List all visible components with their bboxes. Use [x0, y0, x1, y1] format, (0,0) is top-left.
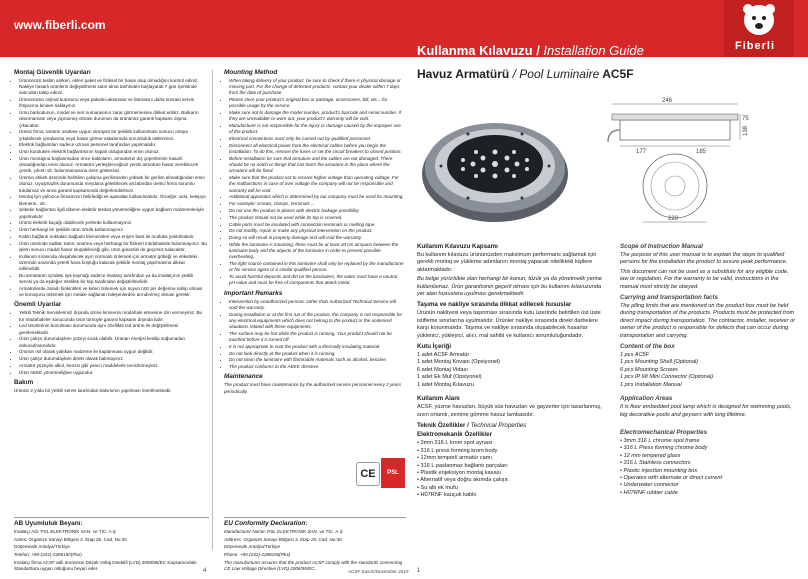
drawing-top-inner	[651, 162, 699, 210]
elec-item-tr: • H07RNF kauçuk kablo	[417, 492, 477, 499]
conformity-line: İmalatçı Adı: PSL ELEKTRONİK SAN. ve TİC. A.Ş	[14, 529, 116, 534]
list-item: • Intervention by unauthorized persons rather than Authorized Technical Service will void the warranty.	[229, 299, 404, 311]
psl-mark-label: PSL	[387, 470, 399, 476]
remarks-list	[224, 299, 404, 371]
technical-heading: Teknik Özellikler / Technical Properties	[417, 421, 527, 429]
list-item: • When taking delivery of your product, be sure to check if there is physical damage or missing part. For the change of defected products, contact your dealer within 7 days from the date of purchase.	[229, 78, 404, 97]
list-item: • To avoid harmful deposits and dirt on the luminaires, the water must have a neutral pH value and must be free of components that attack metal.	[229, 274, 404, 286]
elec-item-tr: • Plastik enjeksiyon montaj kasası	[417, 469, 502, 476]
dim-label: 177	[636, 149, 647, 155]
elec-item-text: 316 L Stainless connectors	[623, 460, 691, 467]
list-item: • Bu armatürün içindeki ışık kaynağı sadece imalatçı tarafından ya da imalatçının yetkili servisi ya da eşdeğer nitelikte bir kişi tarafından değiştirilmelidir.	[19, 273, 207, 285]
elec-item-en: • H07RNF rubber cable	[620, 489, 678, 496]
list-item: • Additional apparatus which is determined by our company must be used for mounting.	[229, 194, 404, 200]
purpose-heading-tr: Kullanım Kılavuzu Kapsamı	[417, 243, 498, 250]
product-code: AC5F	[599, 67, 634, 81]
ce-mark-label: CE	[360, 468, 376, 480]
transport-heading-tr: Taşıma ve nakliye sırasında dikkat edilecek hususlar	[417, 301, 572, 309]
product-title-tr: Havuz Armatürü	[417, 67, 510, 81]
list-item: • Ürün çalışır durumdayken direkt olarak bakmayınız.	[19, 356, 207, 362]
list-item: • The surface may be hot while the product is running. Your product should not be touched before it is turned off.	[229, 331, 404, 343]
method-list	[224, 78, 404, 287]
list-item: • Ürününüzü teslim alırken, ekleri paket ve fiziksel bir hasar olup olmadığını kontrol ediniz. Nakliye hasarlı ürünlerin değiştirilmesi satın alma tarihinden başlayarak 7 gün içerisinde satıcıdan talep ediniz.	[19, 78, 207, 97]
area-text-tr: ACSF, yüzme havuzları, büyük süs havuzları ve gayzerler için tasarlanmış, sıvın ortamlı, zemine gömme havuz lambasıdır.	[417, 404, 602, 418]
conformity-heading-tr: AB Uyumluluk Beyanı:	[14, 520, 83, 527]
list-item: • It is not appropriate to coat the product with a thermally insulating material.	[229, 344, 404, 350]
list-item: • Make sure not to damage the model number, product's barcode and serial number. If they are unreadable or worn out, your product's warranty will be void.	[229, 110, 404, 122]
list-item: • Şebeke bağlantısı ilgili ülkenin elektrik tesisat yönetmeliğine uygun bağlantı malzemeleriyle yapılmalıdır.	[19, 207, 207, 219]
elec-item-en: • 316 L Stainless connectors	[620, 460, 691, 467]
list-item: • During installation or at the first run of the product, the company is not responsible for any electrical equipments which does not belong to the product or the undesired situations related with these equipments.	[229, 312, 404, 331]
list-item: • The product should not be used while its top is covered.	[229, 215, 404, 221]
elec-heading-tr: Elektromekanik Özellikler	[417, 431, 492, 439]
elec-item-text: 316 L press forming krom body	[420, 447, 498, 454]
box-item-en: 1 pcs AC5F	[620, 352, 650, 359]
conformity-line: Adres: Organize Sanayi Bölgesi 3. Etap 25. Cad. No:30	[14, 536, 127, 542]
elec-item-text: Plastic injection mounting box	[623, 467, 698, 474]
elec-item-en: • 316 L Press forming chrome body	[620, 445, 708, 452]
list-item: • Kullanım sırasında oluşabilecek ayın normalin önlemek için armatür göbeği ve etiketteki üzerinde arasında yeterli hava boşluğu kalacak şekilde montaj yapılmasına dikkat edilmelidir.	[19, 254, 207, 273]
technical-heading-en: Technical Properties	[470, 421, 527, 429]
elec-item-en: • Plastic injection mounting box	[620, 467, 698, 474]
list-item: • Kablo bağlantı noktaları bağlantı klemensleri veya erişen bant ile mutlaka yalıtılmalıdır.	[19, 234, 207, 240]
list-item: • Before installation be sure that armature and the cables are not damaged. There should be no notch or things that can harm the armature in the place where the armature will be fixed.	[229, 156, 404, 175]
conformity-block-en	[224, 520, 409, 574]
ce-mark-icon	[356, 462, 380, 486]
safety-list	[14, 78, 207, 298]
elec-item-en: • 3mm 316 L chrome spot frame	[620, 437, 700, 444]
purpose-text-en: The purpose of this user manual is to explain the steps to qualified persons for the installation the product to assure peak performance.	[620, 252, 788, 266]
elec-item-text: Su altı ek mufu	[420, 484, 458, 491]
list-item: • Armatürlerde zararlı birikintileri ve kirleri önlemek için suyun nötr pH değerine sahip olması ve konuşunu önlemek için metale sağlanan bileşenlerden arındırılmış olması gerekir.	[19, 286, 207, 298]
product-title	[417, 67, 634, 81]
elec-item-text: Underwater connector	[623, 482, 679, 489]
page-number-left: 4	[203, 568, 207, 574]
list-item: • Yetkili Teknik Servislerimiz dışında ürüne kimsenin müdahale etmesine izin vermeyiniz. Bu tür müdahaleler sonucunda ürün tümüyle garanti kapsamı dışında kalır.	[19, 310, 207, 322]
box-item-tr: 1 adet AC5F Armatür	[417, 352, 470, 359]
purpose-note-en: This document can not be used as a substitute for any eligible code, law or regulation. For the warranty to be valid, instructions in the manual must strictly be obeyed.	[620, 268, 789, 290]
drawing-side-flange	[612, 114, 738, 120]
elec-item-tr: • 3mm 316 L krom spot aynası	[417, 440, 493, 447]
technical-heading-tr: Teknik Özellikler	[417, 421, 466, 429]
purpose-text-tr: Bu kullanım kılavuzu ürününüzden maksimum performans sağlamak için gerekli montaj ve yükleme adımlarını montaj yapacak nitelikteki kişilere aktarmaktadır.	[417, 252, 597, 273]
title-separator: /	[532, 43, 544, 58]
list-item: • Do not modify, repair or make any physical intervention on the product.	[229, 228, 404, 234]
list-item: • For example: screws, clamps, terminals ...	[229, 201, 404, 207]
list-item: • Ürünün ısıl olarak yalıtkan malzeme ile kaplanması uygun değildir.	[19, 349, 207, 355]
method-heading: Mounting Method	[224, 69, 278, 76]
elec-item-tr: • 316 L paslanmaz bağlantı parçaları	[417, 462, 508, 469]
remarks-heading: Important Remarks	[224, 289, 283, 297]
box-item-en: 1 pcs Installation Manual	[620, 381, 682, 388]
elec-item-tr: • Su altı ek mufu	[417, 484, 458, 491]
right-column-en	[620, 240, 796, 497]
page-number-right: 1	[417, 568, 421, 574]
dim-label: 246	[662, 98, 673, 104]
elec-item-text: H07RNF kauçuk kablo	[420, 492, 477, 499]
list-item: • Ürün çalışır durumdayken yüzeyi sıcak olabilir. Ürünün enerjisi kesilip soğumadan dokunulmamalıdır.	[19, 336, 207, 348]
area-heading-en: Application Areas	[620, 395, 673, 403]
footer-reference: ACSF Kasım/November 2019	[348, 569, 409, 574]
list-item: • Do not clean the luminaire with flammable materials such as alcohol, benzine.	[229, 357, 404, 363]
list-item: • The light source contained in this luminaire shall only be replaced by the manufacturer or his service agent or a similar qualified person.	[229, 261, 404, 273]
list-item: • Ürün barkodunun, model ve seri numarasının zarar görmemesine dikkat ediniz. Barkarın okunmaması veya yıpranmış olması durumun da ürününüz garanti kapsamı dışına çıkacaktır.	[19, 110, 207, 129]
list-item: • Make sure that the product not to receive higher voltage than operating voltage. For the malfunctions in case of over voltage the company will not be responsible and warranty will be void.	[229, 175, 404, 194]
document-title	[417, 43, 644, 58]
area-heading-tr: Kullanım Alanı	[417, 395, 460, 403]
column-divider	[212, 70, 213, 550]
transport-text-en: The piling limits that are mentioned on the product box must be held during transportation of the products. Products must be protected from direct impact during transportation. The contractor, installer, receiver or owner of the product is responsible for defects that can occur during transportation and carrying.	[620, 303, 796, 339]
maintenance-heading-en: Maintenance	[224, 373, 263, 381]
header-bar	[0, 0, 808, 57]
declaration-line: Phone: +90-(242)-2288150(Pbx)	[224, 552, 291, 558]
elec-item-tr: • 316 L press forming krom body	[417, 447, 498, 454]
product-title-separator: /	[509, 67, 520, 81]
list-item: • Üretici firma, ürünün usulüne uygun olmayan bir şekilde kullanılması sonucu ortaya çıkabilecek yaralanma veya hasar görme vakalarında sorumluluk üstlenmez.	[19, 129, 207, 141]
list-item: • Led ürünlerinin bozulması durumunda aynı özellikte led ürünü ile değiştirilmesi gerekmektedir.	[19, 323, 207, 335]
drawing-side-body	[620, 120, 730, 140]
important-heading: Önemli Uyarılar	[14, 301, 62, 309]
box-item-en: 6 pcs Mounting Screws	[620, 366, 678, 373]
area-text-en: It is floor embedded pool lamp which is designed for swimming pools, big decorative pools and geysers with long lifetime.	[620, 404, 792, 418]
website-url: www.fiberli.com	[14, 18, 106, 32]
maintenance-heading-tr: Bakım	[14, 379, 34, 386]
list-item: • Do not look directly at the product when it is running.	[229, 351, 404, 357]
purpose-note-tr: Bu belge yürürlükte olan herhangi bir kanun, tüzük ya da yönetmelik yerine kullanılamaz. Ürün garantisinin geçerli olması için bu kullanım kılavuzunda yer alan hususlara uyulması gerekmektedir.	[417, 276, 603, 298]
elec-item-text: 3mm 316 L krom spot aynası	[420, 440, 493, 447]
elec-heading-en: Electromechanical Properties	[620, 428, 708, 436]
list-item: • Elektrik bağlantıları sadece uzman personel tarafından yapılmalıdır.	[19, 142, 207, 148]
dim-label: 138	[743, 125, 749, 136]
important-list	[14, 310, 207, 376]
list-item: • Disconnect all electrical power from the electrical cables before you begin the installation. To do this, remove the fuses or set the circuit breakers to closed position.	[229, 143, 404, 155]
elec-item-text: 316 L paslanmaz bağlantı parçaları	[420, 462, 508, 469]
list-item: • Ürünün etiketi üzerinde belirtilen çalışma geriliminden yüksek bir gerilim almadığından emin olunuz. Uyuşmazlık durumunda meydana gelebilecek arızalardan üretici firma sorumlu tutulamaz ve arıza garanti kapsamında değerlendirilmez.	[19, 175, 207, 194]
conformity-heading-en: EU Conformity Declaration:	[224, 520, 308, 527]
purpose-heading-en: Scope of Instruction Manual	[620, 243, 703, 250]
conformity-line: Döşemealtı Antalya/Türkiye	[14, 544, 70, 550]
list-item: • Montaj için yalnızca firmamızın belirlediği ek aparatlar kullanılmalıdır. Örneğin: vida, kelepçe, klemens.. vb.	[19, 194, 207, 206]
list-item: • Cable ports must be insulated with connection terminals or melting tape.	[229, 222, 404, 228]
box-item-tr: 1 adet Ek Muf (Opsiyonel)	[417, 374, 482, 381]
dim-label: 220	[668, 216, 679, 222]
box-item-en: 1 pcs Mounting Shell (Optional)	[620, 359, 699, 366]
list-item: • Manufacturer is not responsible for the injury or damage caused by the improper use of the product.	[229, 123, 404, 135]
drawing-top-outer	[643, 154, 707, 218]
list-item: • Doing so will result in property damage and will void the warranty.	[229, 235, 404, 241]
psl-mark-icon	[381, 458, 405, 488]
box-item-en: 1 pcs IP 68 Mini Connector (Optional)	[620, 374, 714, 381]
product-title-en: Pool Luminaire	[519, 67, 600, 81]
list-item: • The product conforms to the AEEE directive.	[229, 364, 404, 370]
drawing-cable	[608, 130, 620, 142]
product-photo-icon	[418, 92, 573, 227]
box-item-tr: 1 adet Montaj Kovanı (Opsiyonel)	[417, 359, 501, 366]
list-item: • Electrical connections must only be carried out by qualified personnel.	[229, 136, 404, 142]
transport-text-tr: Ürünün nakliyesi veya taşınması sırasında kutu üzerinde belirtilen üst üste istifleme sınırlarına uyulmalıdır. Ürünler nakliye sırasında direkt darbelere karşı korunmalıdır. Taşıma ve nakliye sırasında oluşabilecek hasarlar yüklenici, yükleyici, alıcı, mal sahibi ve kullanıcı sorumluluğundadır.	[417, 310, 601, 339]
elec-item-text: Plastik enjeksiyon montaj kasası	[420, 469, 502, 476]
list-item: • Ürün montajına başlanmadan önce kabloların, armatürün dış çeperlerinin hasarlı olmadığından emin olunuz. Armatürü yerleştireceğiniz yerde armatüre hasar verebilecek çentik, çıkıntı vb. bulunmamasına özen gösteriniz.	[19, 156, 207, 175]
list-item: • While the luminaire is mounting, there must be at least 20 cm airspace between the luminaire body and the objects of the luminaire in order to prevent possible overheating.	[229, 242, 404, 261]
conformity-block-tr	[14, 520, 209, 574]
title-en: Installation Guide	[543, 43, 644, 58]
list-item: • Please store your product's original box or package, accessories, bill, etc... for possible usage by the service.	[229, 97, 404, 109]
transport-heading-en: Carrying and transportation facts	[620, 294, 718, 302]
left-divider-line	[14, 517, 209, 518]
technical-drawing	[600, 96, 760, 226]
elec-item-tr: • 12mm temperli armatür camı	[417, 455, 493, 462]
dim-label: 75	[742, 116, 749, 122]
title-tr: Kullanma Kılavuzu	[417, 43, 533, 58]
elec-item-text: Operates with alternate or direct current	[623, 474, 723, 481]
elec-item-en: • 12 mm tempered glass	[620, 452, 681, 459]
maintenance-text-en: The product must have maintenance by the authorized service personnel every 2 years periodically.	[224, 382, 402, 394]
list-item: • Do not use the product in places with electric leakage possibility.	[229, 208, 404, 214]
list-item: • Ürün AEEE yönetmeliğine uygundur.	[19, 370, 207, 376]
declaration-line: Address: Organize Sanayi Bölgesi 3. Etap 25. Cad. No:30	[224, 536, 342, 542]
elec-item-text: 316 L Press forming chrome body	[623, 445, 708, 452]
conformity-line: Telefon: +90-(242)-2288150(Pbx)	[14, 552, 82, 558]
elec-item-text: H07RNF rubber cable	[623, 489, 678, 496]
elec-item-en: • Underwater connector	[620, 482, 679, 489]
box-item-tr: 6 adet Montaj Vidası	[417, 366, 468, 373]
declaration-line: The manufacturer assures that the product ACSF comply with the standards concerning CE Low Voltage Directive (LVD) 2006/95/EC.	[224, 559, 403, 572]
elec-item-text: 3mm 316 L chrome spot frame	[623, 437, 700, 444]
middle-column	[224, 66, 404, 396]
box-heading-tr: Kutu İçeriği	[417, 343, 452, 351]
dim-label: 185	[696, 149, 707, 155]
conformity-line: İmalatçı firma ACSF adlı ürününün Düşük Voltaj Direktifi (LVD) 2006/95/EC Kapsamındaki Standartlara uygun olduğunu beyan eder.	[14, 559, 197, 572]
middle-divider-line	[224, 517, 406, 518]
elec-item-text: 12mm temperli armatür camı	[420, 455, 493, 462]
list-item: • Ürün herhangi bir şekilde ürün örtülü kullanmayınız.	[19, 227, 207, 233]
declaration-line: Döşemealtı Antalya/Türkiye	[224, 544, 280, 550]
left-column	[14, 66, 207, 396]
right-column-tr	[417, 240, 607, 500]
elec-item-en: • Operates with alternate or direct current	[620, 474, 723, 481]
safety-heading: Montaj Güvenlik Uyarıları	[14, 69, 91, 76]
elec-item-text: 12 mm tempered glass	[623, 452, 681, 459]
box-heading-en: Content of the box	[620, 343, 675, 351]
list-item: • Ürününüzün orijinal kutusunu veya paketini,aksesuar ve faturasını daha sonraki servis ihtiyacına binaen saklayınız.	[19, 97, 207, 109]
box-item-tr: 1 adet Montaj Kılavuzu	[417, 381, 474, 388]
list-item: • Armatür yüzeyini alkol, benzin gibi yanıcı maddelerle temizlemeyiniz.	[19, 363, 207, 369]
brand-name: Fiberli	[735, 40, 776, 52]
elec-item-text: Alternatif veya doğru akımda çalışır.	[420, 477, 510, 484]
list-item: • Ürünü elektrik kaçağı olabilecek yerlerde kullanmayınız.	[19, 220, 207, 226]
elec-item-tr: • Alternatif veya doğru akımda çalışır.	[417, 477, 510, 484]
declaration-line: Manufacturer Name: PSL ELEKTRONİK SAN. ve TİC. A.Ş	[224, 529, 343, 534]
list-item: • Ürün üzerinde tadilat, tamir, onarma veya herhangi bir fiziksel müdahalede bulunmayınız. Bu işlem sonucu maddi hasar oluşabileceği gibi, ürün garantisi de geçersiz kalacaktır.	[19, 241, 207, 253]
drawing-top-core	[665, 176, 685, 196]
maintenance-text-tr: Ürünün 2 yılda bir yetkili servis tarafından bakımının yapılması önerilmektedir.	[14, 388, 172, 393]
list-item: • Ürün kuruluken elektrik bağlantısının kapalı olduğundan emin olunuz.	[19, 149, 207, 155]
